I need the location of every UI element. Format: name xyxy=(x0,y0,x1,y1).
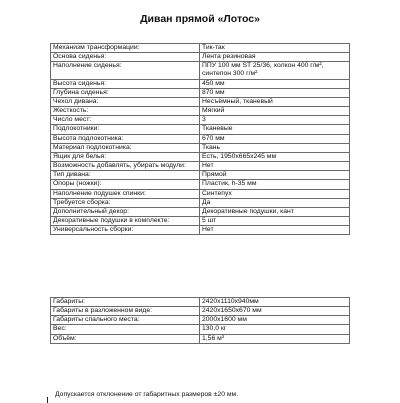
spec-label: Чехол дивана: xyxy=(51,97,200,106)
spec-row xyxy=(51,116,350,125)
spec-row xyxy=(51,62,350,79)
spec-label: Универсальность сборки: xyxy=(51,226,200,235)
spec-value: 3 xyxy=(200,116,350,125)
spec-row xyxy=(51,134,350,143)
spec-row xyxy=(51,97,350,106)
spec-value: ППУ 100 мм ST 25/36, холкон 400 г/м², синтепон 300 г/м² xyxy=(200,62,350,79)
spec-row xyxy=(51,216,350,225)
spec-value: Нет xyxy=(200,162,350,171)
spec-value: Прямой xyxy=(200,171,350,180)
spec-row xyxy=(51,79,350,88)
spec-label: Ящик для белья: xyxy=(51,152,200,161)
spec-label: Высота сиденья: xyxy=(51,79,200,88)
spec-value: Ткань xyxy=(200,143,350,152)
spec-row xyxy=(51,226,350,235)
spec-label: Габариты в разложенном виде: xyxy=(51,307,200,316)
spec-row xyxy=(51,44,350,53)
spec-row xyxy=(51,107,350,116)
spec-row xyxy=(51,53,350,62)
spec-label: Декоративные подушки в комплекте: xyxy=(51,216,200,225)
spec-value: 130,0 кг xyxy=(200,325,350,334)
spec-value: Несъёмный, тканевый xyxy=(200,97,350,106)
spec-value: Есть, 1950x665x245 мм xyxy=(200,152,350,161)
spec-row xyxy=(51,189,350,198)
dimension-row xyxy=(51,325,350,334)
spec-value: 2420x1110x940мм xyxy=(200,298,350,307)
spec-label: Опоры (ножки): xyxy=(51,180,200,189)
spec-label: Возможность добавлять, убирать модули: xyxy=(51,162,200,171)
spec-label: Глубина сиденья: xyxy=(51,88,200,97)
spec-value: Тканевые xyxy=(200,125,350,134)
spec-label: Жесткость: xyxy=(51,107,200,116)
spec-label: Основа сиденья: xyxy=(51,53,200,62)
spec-label: Механизм трансформации: xyxy=(51,44,200,53)
spec-label: Материал подлокотника: xyxy=(51,143,200,152)
spec-label: Тип дивана: xyxy=(51,171,200,180)
spec-value: 870 мм xyxy=(200,88,350,97)
spec-label: Габариты спального места: xyxy=(51,316,200,325)
spec-row xyxy=(51,162,350,171)
specifications-table xyxy=(50,43,350,235)
spec-label: Наполнение сиденья: xyxy=(51,62,200,79)
spec-row xyxy=(51,125,350,134)
spec-value: Да xyxy=(200,198,350,207)
dimension-row xyxy=(51,316,350,325)
spec-label: Требуется сборка: xyxy=(51,198,200,207)
spec-label: Дополнительный декор: xyxy=(51,207,200,216)
dimension-row xyxy=(51,298,350,307)
spec-label: Высота подлокотника: xyxy=(51,134,200,143)
spec-value: 2420x1650x670 мм xyxy=(200,307,350,316)
spec-label: Подлокотники: xyxy=(51,125,200,134)
spec-row xyxy=(51,180,350,189)
page-title: Диван прямой «Лотос» xyxy=(140,13,260,25)
spec-label: Число мест: xyxy=(51,116,200,125)
spec-row xyxy=(51,152,350,161)
dimension-row xyxy=(51,334,350,343)
spec-value: Нет xyxy=(200,226,350,235)
spec-value: Мягкий xyxy=(200,107,350,116)
dimension-row xyxy=(51,307,350,316)
spec-row xyxy=(51,207,350,216)
text-cursor xyxy=(47,397,48,403)
spec-row xyxy=(51,171,350,180)
spec-row xyxy=(51,143,350,152)
spec-value: Декоративные подушки, кант xyxy=(200,207,350,216)
spec-value: Синтепух xyxy=(200,189,350,198)
spec-value: 2000x1600 мм xyxy=(200,316,350,325)
spec-row xyxy=(51,88,350,97)
tolerance-note: Допускается отклонение от габаритных размеров ±20 мм. xyxy=(55,391,239,398)
spec-value: 1,56 м³ xyxy=(200,334,350,343)
spec-value: Лента резиновая xyxy=(200,53,350,62)
spec-label: Объём: xyxy=(51,334,200,343)
dimensions-table xyxy=(50,297,350,344)
spec-value: Пластик, h-35 мм xyxy=(200,180,350,189)
spec-value: 670 мм xyxy=(200,134,350,143)
spec-label: Вес: xyxy=(51,325,200,334)
spec-row xyxy=(51,198,350,207)
spec-label: Габариты: xyxy=(51,298,200,307)
spec-label: Наполнение подушек спинки: xyxy=(51,189,200,198)
spec-value: 450 мм xyxy=(200,79,350,88)
spec-value: Тик-так xyxy=(200,44,350,53)
spec-value: 5 шт xyxy=(200,216,350,225)
